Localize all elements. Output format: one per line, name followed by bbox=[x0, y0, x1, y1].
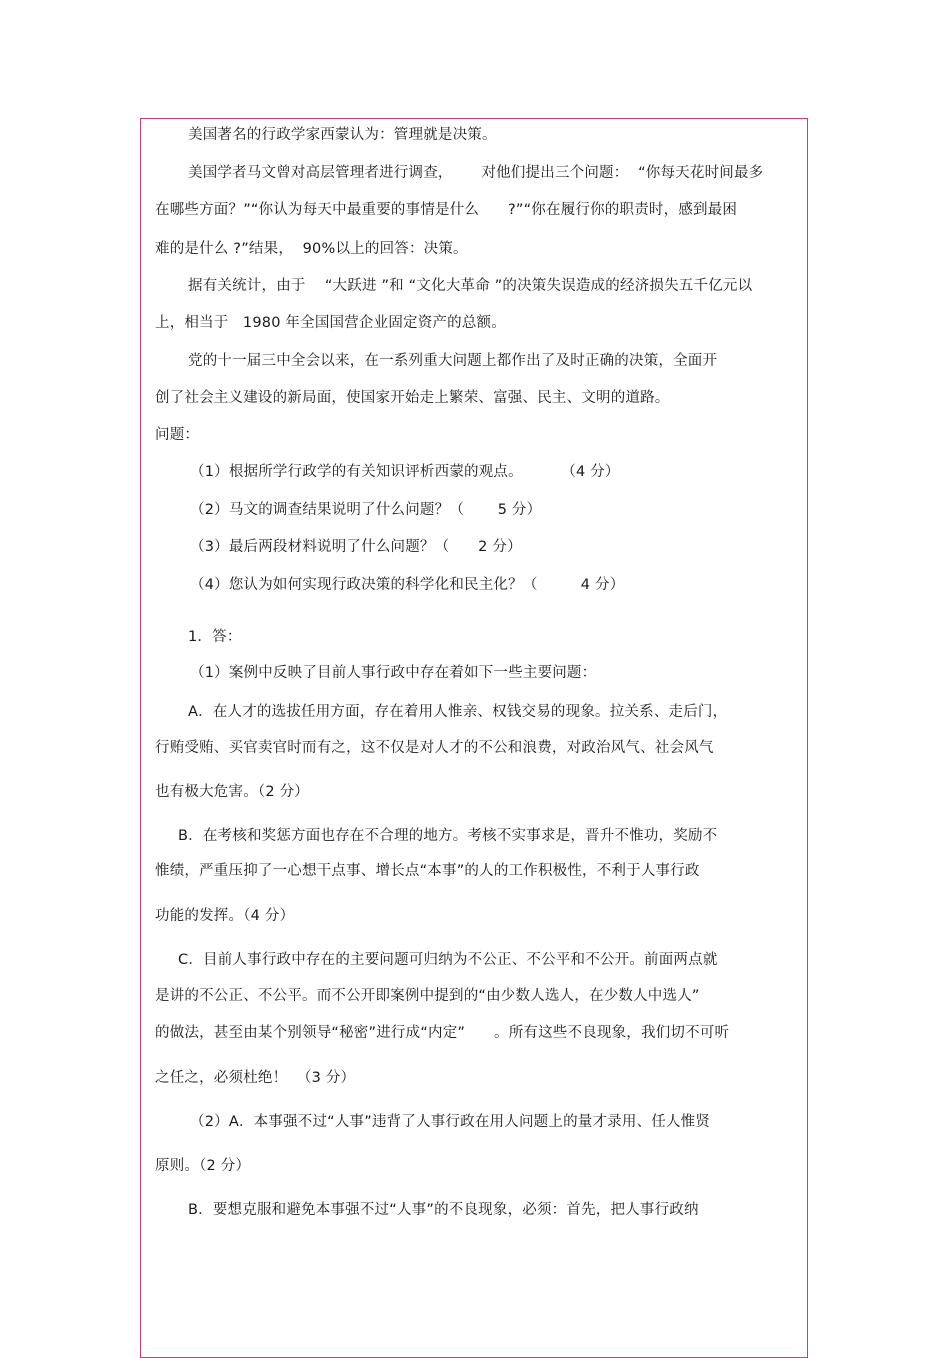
case-para4-line1: 党的十一届三中全会以来，在一系列重大问题上都作出了及时正确的决策，全面开 bbox=[188, 353, 718, 369]
answer-2A-line1: （2）A．本事强不过“人事”违背了人事行政在用人问题上的量才录用、任人惟贤 bbox=[190, 1114, 711, 1130]
answer-1C-line3: 的做法，甚至由某个别领导“秘密”进行成“内定” 。所有这些不良现象，我们切不可听 bbox=[155, 1025, 730, 1041]
question-3: （3）最后两段材料说明了什么问题？（ 2 分） bbox=[190, 539, 522, 555]
case-para2-line1: 美国学者马文曾对高层管理者进行调查， 对他们提出三个问题： “你每天花时间最多 bbox=[188, 165, 764, 181]
answer-label: 1．答： bbox=[188, 629, 242, 645]
case-para2-line2: 在哪些方面？”“你认为每天中最重要的事情是什么 ?”“你在履行你的职责时，感到最困 bbox=[155, 202, 738, 218]
answer-1C-line1: C．目前人事行政中存在的主要问题可归纳为不公正、不公平和不公开。前面两点就 bbox=[178, 952, 718, 968]
case-para3-line2: 上，相当于 1980 年全国国营企业固定资产的总额。 bbox=[155, 315, 506, 331]
answer-1B-line2: 惟绩，严重压抑了一心想干点事、增长点“本事”的人的工作积极性，不利于人事行政 bbox=[155, 863, 700, 879]
answer-1C-line2: 是讲的不公正、不公平。而不公开即案例中提到的“由少数人选人，在少数人中选人” bbox=[155, 988, 700, 1004]
answer-1A-line2: 行贿受贿、买官卖官时而有之，这不仅是对人才的不公和浪费，对政治风气、社会风气 bbox=[155, 740, 714, 756]
questions-heading: 问题： bbox=[155, 427, 200, 443]
answer-1B-line3: 功能的发挥。（4 分） bbox=[155, 908, 295, 924]
answer-1A-line3: 也有极大危害。（2 分） bbox=[155, 784, 309, 800]
question-1: （1）根据所学行政学的有关知识评析西蒙的观点。 （4 分） bbox=[190, 464, 620, 480]
answer-1B-line1: B．在考核和奖惩方面也存在不合理的地方。考核不实事求是，晋升不惟功，奖励不 bbox=[178, 828, 718, 844]
answer-1-intro: （1）案例中反映了目前人事行政中存在着如下一些主要问题： bbox=[190, 665, 597, 681]
answer-1C-line4: 之任之，必须杜绝！ （3 分） bbox=[155, 1070, 356, 1086]
case-para2-line3: 难的是什么 ?”结果， 90%以上的回答：决策。 bbox=[155, 241, 468, 257]
answer-2A-line2: 原则。（2 分） bbox=[155, 1158, 251, 1174]
question-4: （4）您认为如何实现行政决策的科学化和民主化？（ 4 分） bbox=[190, 577, 625, 593]
case-para4-line2: 创了社会主义建设的新局面，使国家开始走上繁荣、富强、民主、文明的道路。 bbox=[155, 390, 670, 406]
answer-2B-line1: B．要想克服和避免本事强不过“人事”的不良现象，必须：首先，把人事行政纳 bbox=[188, 1202, 699, 1218]
case-para1-line1: 美国著名的行政学家西蒙认为：管理就是决策。 bbox=[188, 127, 497, 143]
answer-1A-line1: A．在人才的选拔任用方面，存在着用人惟亲、权钱交易的现象。拉关系、走后门， bbox=[188, 704, 728, 720]
case-para3-line1: 据有关统计，由于 “大跃进 ”和 “文化大革命 ”的决策失误造成的经济损失五千亿元以 bbox=[188, 278, 753, 294]
question-2: （2）马文的调查结果说明了什么问题？（ 5 分） bbox=[190, 502, 542, 518]
